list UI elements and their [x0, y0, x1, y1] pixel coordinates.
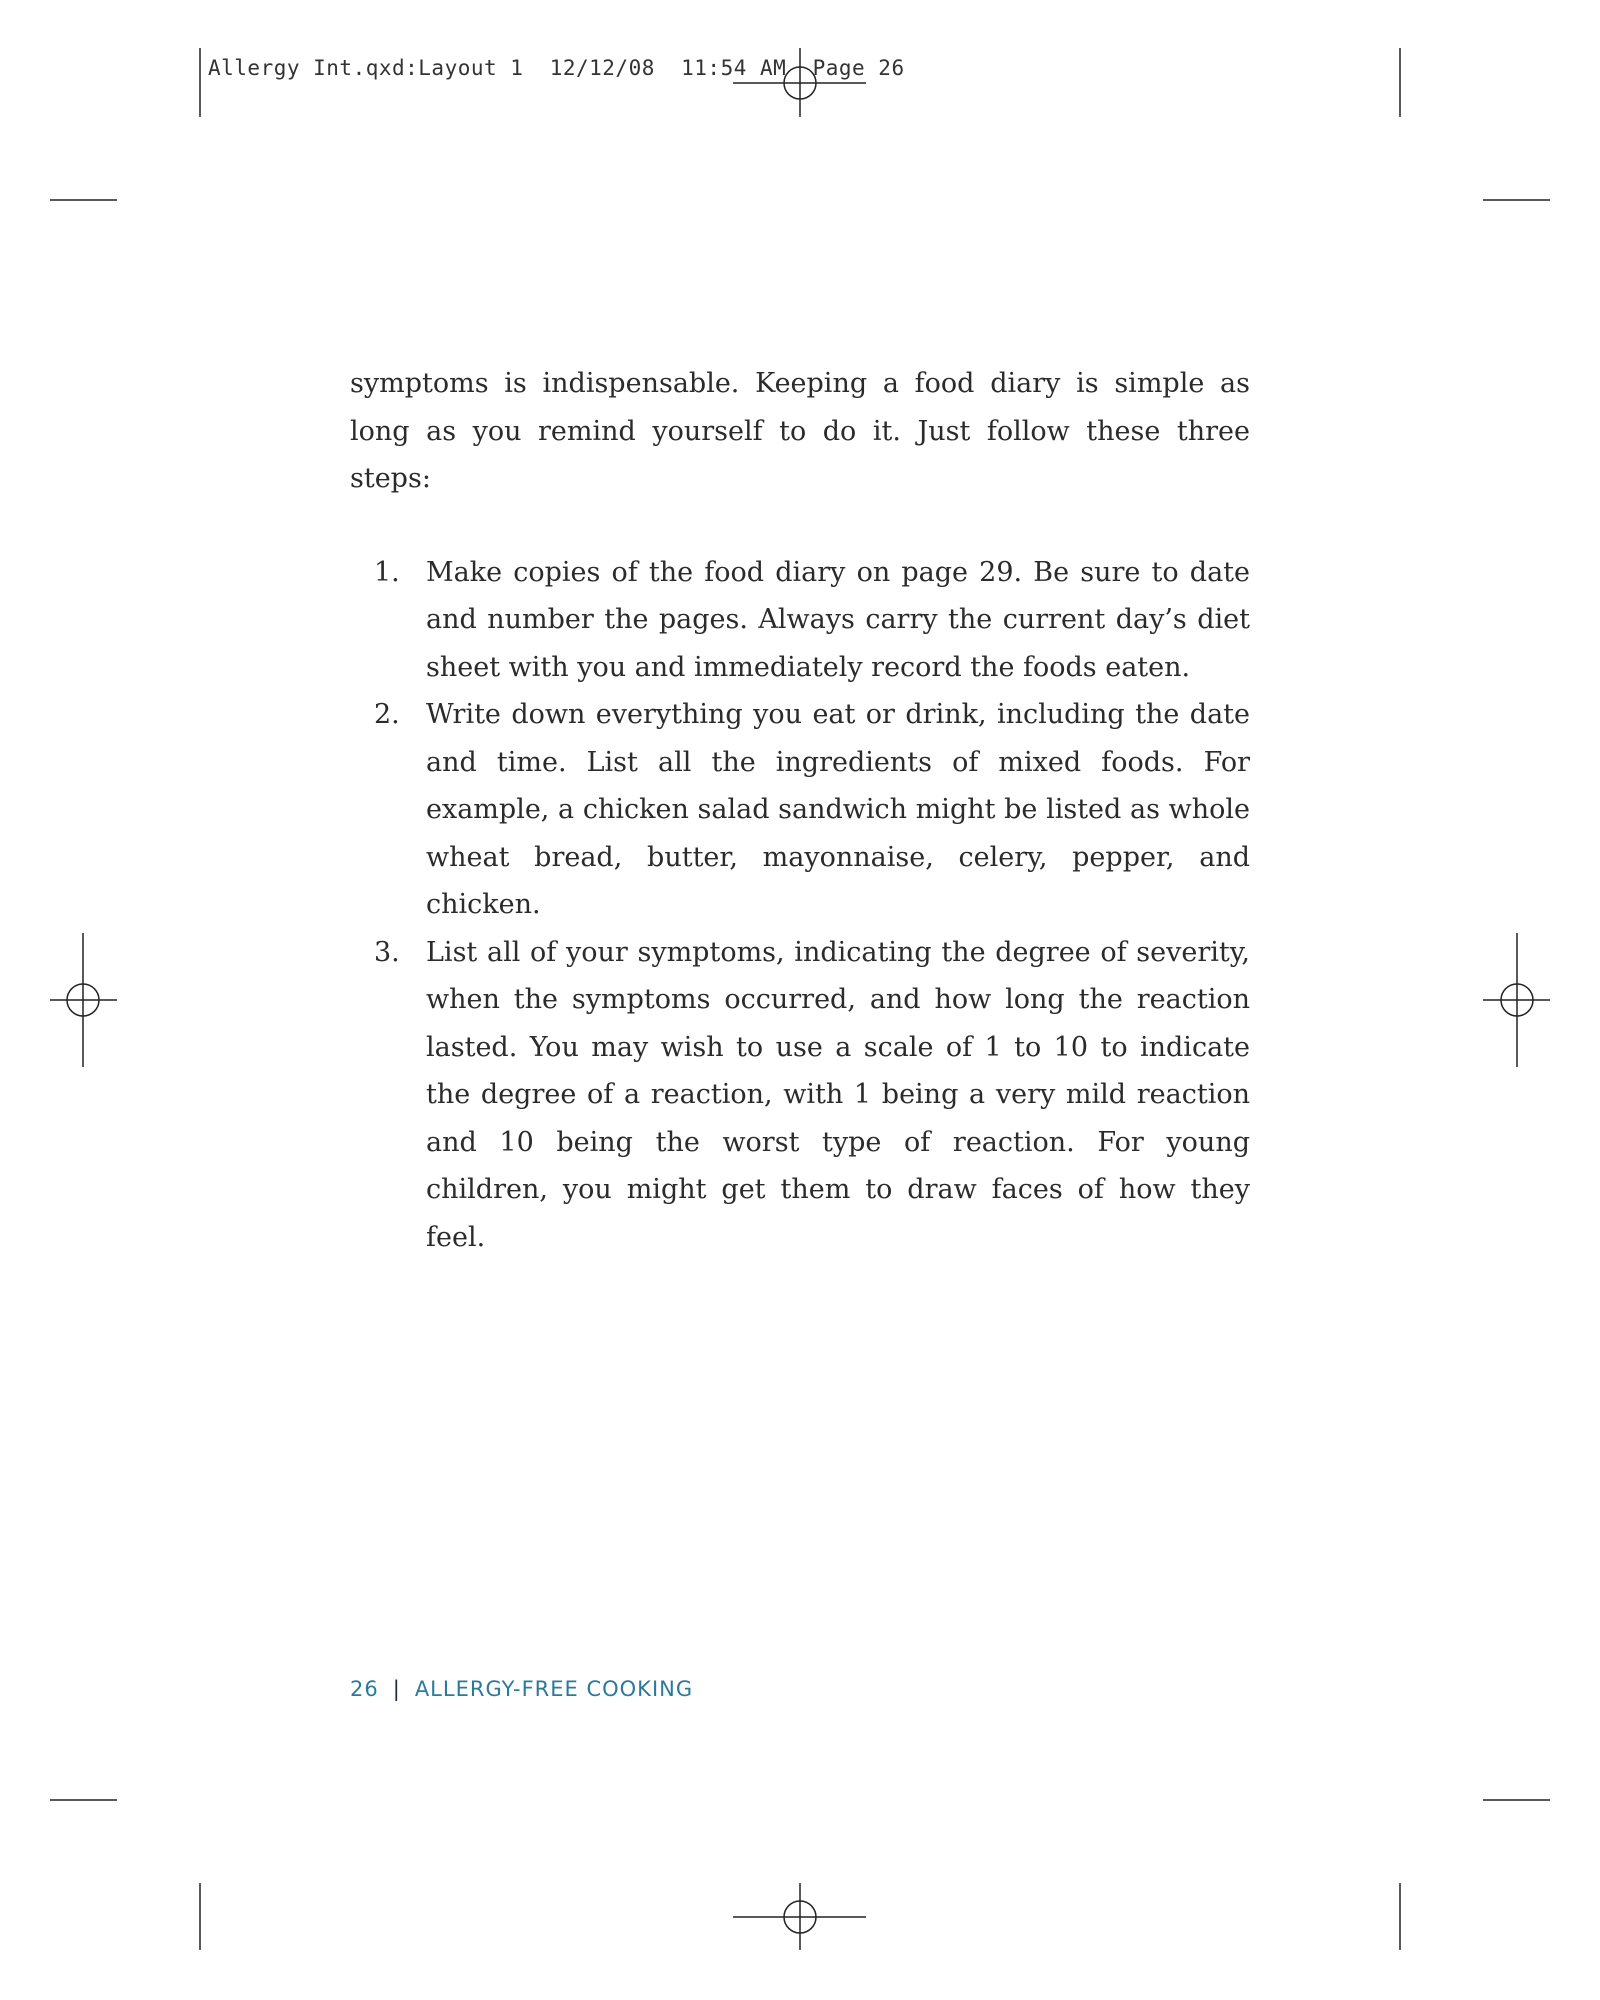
registration-mark-bottom [733, 1883, 866, 1950]
step-number: 3. [374, 936, 400, 968]
page-number: 26 [350, 1677, 379, 1701]
list-item [374, 549, 1250, 692]
running-footer [350, 1677, 693, 1701]
step-text: List all of your symptoms, indicating the degree of severity, when the symptoms occurred, and how long the reaction lasted. You may wish to use a scale of 1 to 10 to indicate the degree of a reaction, with 1 being a very mild reaction and 10 being the worst type of reaction. For young children, you might get them to draw faces of how they feel. [426, 936, 1250, 1253]
registration-mark-left [50, 933, 117, 1067]
intro-paragraph: symptoms is indispensable. Keeping a food diary is simple as long as you remind yourself to do it. Just follow these three steps: [350, 368, 1250, 494]
body-text [350, 360, 1250, 1261]
step-number: 2. [374, 699, 400, 730]
step-number: 1. [374, 556, 400, 588]
list-item [374, 691, 1250, 929]
footer-separator: | [392, 1677, 401, 1701]
book-title: ALLERGY-FREE COOKING [414, 1677, 694, 1701]
step-text: Make copies of the food diary on page 29. Be sure to date and number the pages. Always carry the current day’s diet sheet with you and immediately record the foods eaten. [426, 556, 1250, 683]
list-item [374, 929, 1250, 1262]
registration-mark-right [1483, 933, 1550, 1067]
slug-line: Allergy Int.qxd:Layout 1 12/12/08 11:54 AM Page 26 [208, 56, 905, 80]
steps-list [350, 549, 1250, 1262]
step-text: Write down everything you eat or drink, including the date and time. List all the ingredients of mixed foods. For example, a chicken salad sandwich might be listed as whole wheat bread, butter, mayonnaise, celery, pepper, and chicken. [426, 699, 1250, 920]
